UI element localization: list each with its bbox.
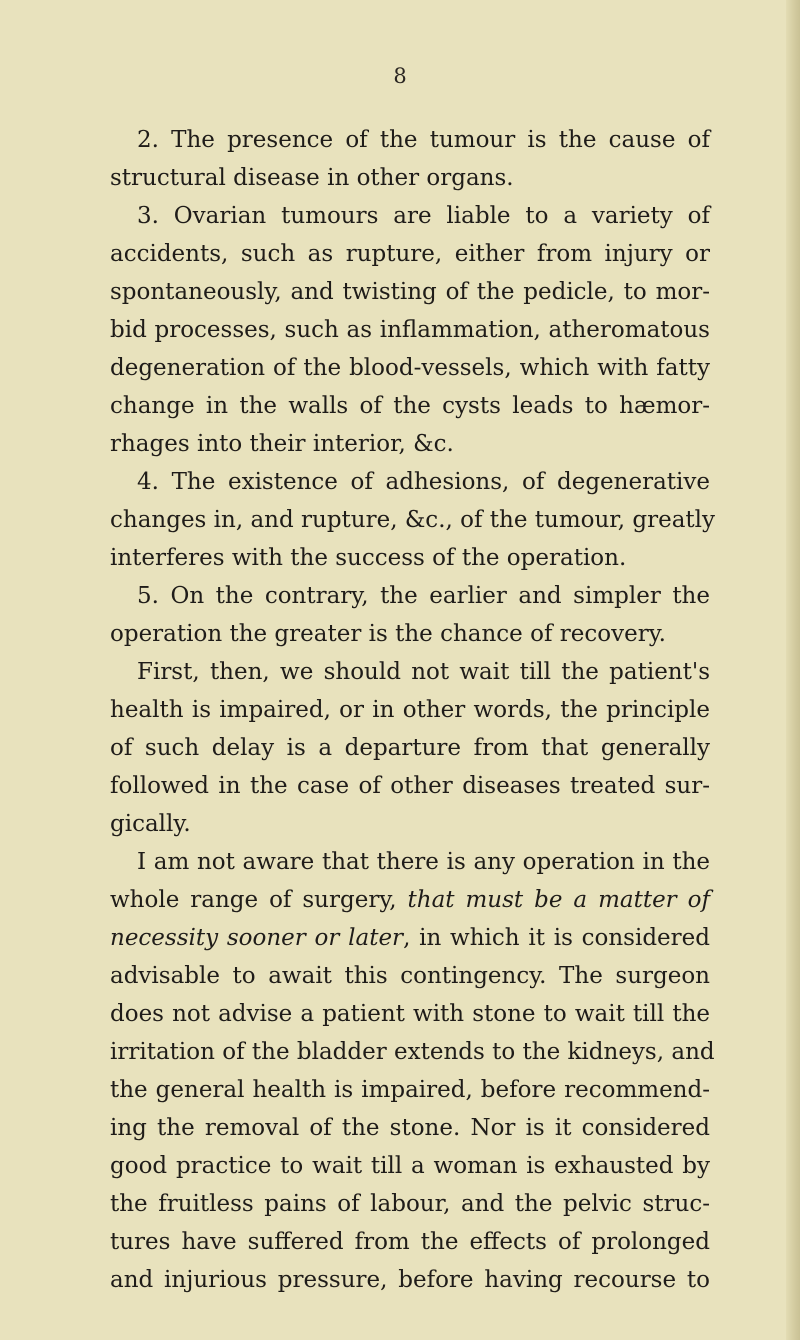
text-line: I am not aware that there is any operation in the (137, 849, 710, 875)
text-line: the general health is impaired, before recommend- (110, 1077, 710, 1103)
text-line: does not advise a patient with stone to wait till the (110, 1001, 710, 1027)
italic-phrase: that must be a matter of (407, 887, 710, 913)
body-text (110, 121, 716, 1299)
text-line: change in the walls of the cysts leads to hæmor- (110, 393, 710, 419)
text-line: operation the greater is the chance of recovery. (110, 621, 666, 647)
italic-phrase: necessity sooner or later (110, 925, 404, 951)
text-fragment: whole range of surgery, (110, 887, 397, 913)
text-line: the fruitless pains of labour, and the pelvic struc- (110, 1191, 710, 1217)
text-line: tures have suffered from the effects of prolonged (110, 1229, 710, 1255)
text-line: advisable to await this contingency. The surgeon (110, 963, 710, 989)
text-line: gically. (110, 811, 191, 837)
text-line-mixed (110, 881, 710, 919)
text-line: 2. The presence of the tumour is the cause of (137, 127, 710, 153)
text-line: 5. On the contrary, the earlier and simpler the (137, 583, 710, 609)
text-line: 3. Ovarian tumours are liable to a variety of (137, 203, 710, 229)
text-line: irritation of the bladder extends to the kidneys, and (110, 1039, 715, 1065)
page-edge-shadow (786, 0, 800, 1340)
text-line: accidents, such as rupture, either from injury or (110, 241, 710, 267)
text-line: First, then, we should not wait till the patient's (137, 659, 710, 685)
text-line: followed in the case of other diseases treated sur- (110, 773, 710, 799)
text-line: 4. The existence of adhesions, of degenerative (137, 469, 710, 495)
page-number: 8 (393, 64, 407, 88)
text-line: structural disease in other organs. (110, 165, 514, 191)
text-line: and injurious pressure, before having recourse to (110, 1267, 710, 1293)
text-line: good practice to wait till a woman is exhausted by (110, 1153, 710, 1179)
text-line: health is impaired, or in other words, the principle (110, 697, 710, 723)
text-line: bid processes, such as inflammation, atheromatous (110, 317, 710, 343)
text-line: of such delay is a departure from that generally (110, 735, 710, 761)
text-line: rhages into their interior, &c. (110, 431, 454, 457)
text-fragment: , in which it is considered (403, 925, 710, 951)
text-line: interferes with the success of the operation. (110, 545, 627, 571)
text-line: spontaneously, and twisting of the pedicle, to mor- (110, 279, 710, 305)
text-line: ing the removal of the stone. Nor is it considered (110, 1115, 710, 1141)
text-line: degeneration of the blood-vessels, which with fatty (110, 355, 710, 381)
text-line: changes in, and rupture, &c., of the tumour, greatly (110, 507, 716, 533)
text-line-mixed (110, 919, 710, 957)
